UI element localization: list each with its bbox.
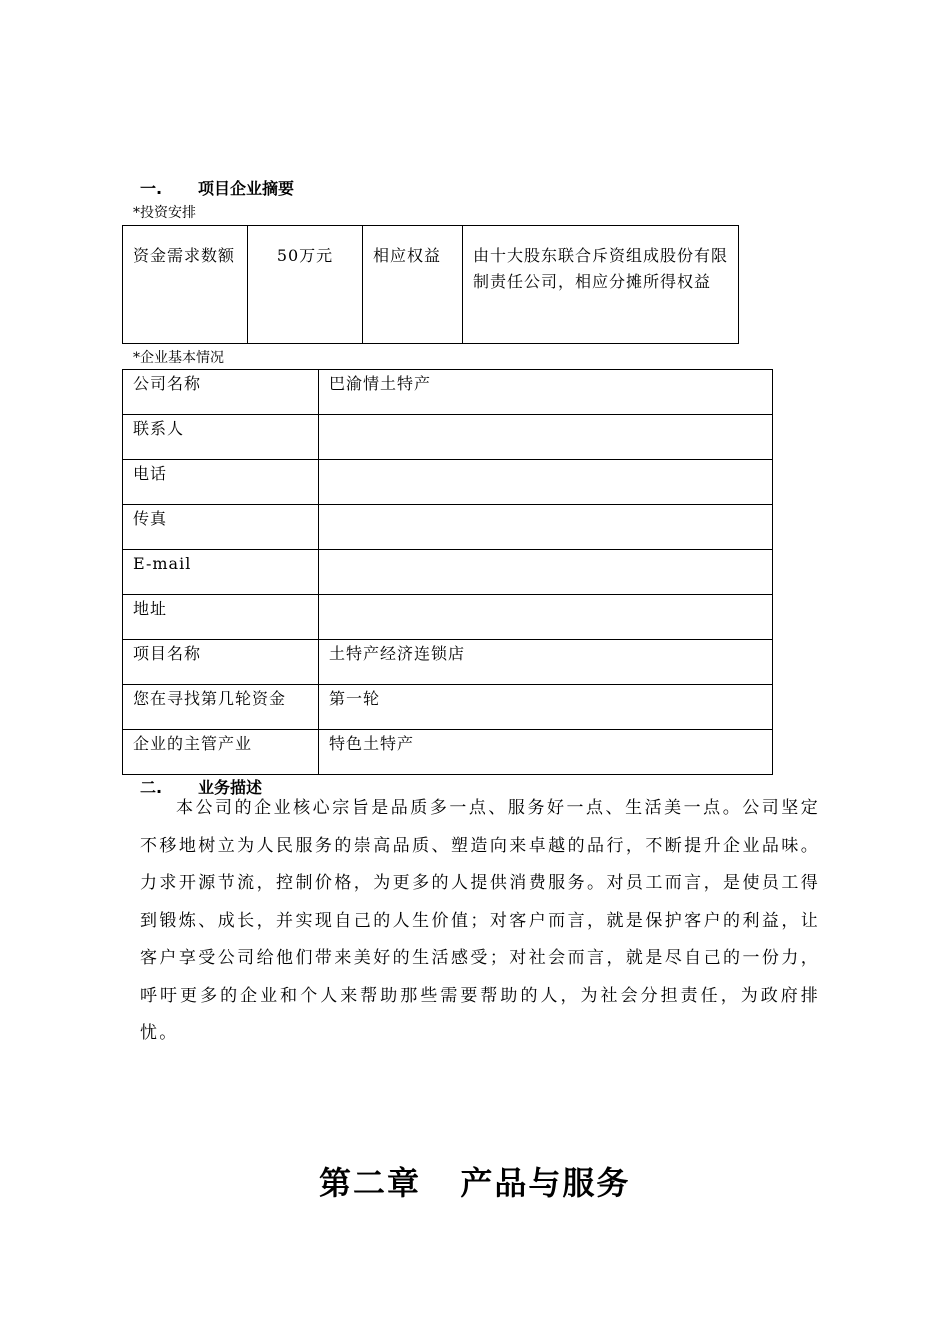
- section-2-number: 二.: [140, 778, 163, 797]
- company-info-row: [123, 370, 773, 415]
- company-info-field-value: 第一轮: [319, 685, 773, 730]
- company-info-field-label: 电话: [123, 460, 319, 505]
- company-info-table: [122, 369, 773, 775]
- company-info-field-label: E-mail: [123, 550, 319, 595]
- company-info-field-value: [319, 505, 773, 550]
- section-2-title: 业务描述: [198, 778, 263, 797]
- section-1-title: 项目企业摘要: [198, 179, 295, 198]
- company-info-field-label: 地址: [123, 595, 319, 640]
- company-info-label: *企业基本情况: [133, 350, 224, 366]
- section-1-heading: [140, 176, 294, 199]
- company-info-field-value: 特色土特产: [319, 730, 773, 775]
- company-info-row: [123, 640, 773, 685]
- rights-label: 相应权益: [363, 226, 463, 344]
- company-info-field-label: 传真: [123, 505, 319, 550]
- company-info-field-label: 项目名称: [123, 640, 319, 685]
- company-info-field-value: 巴渝情土特产: [319, 370, 773, 415]
- company-info-field-label: 您在寻找第几轮资金: [123, 685, 319, 730]
- funding-value: 50万元: [248, 226, 363, 344]
- business-description: [140, 790, 820, 1053]
- investment-table: [122, 225, 739, 344]
- rights-value: 由十大股东联合斥资组成股份有限制责任公司，相应分摊所得权益: [463, 226, 739, 344]
- company-info-row: [123, 685, 773, 730]
- company-info-row: [123, 460, 773, 505]
- chapter-title: 第二章 产品与服务: [319, 1164, 631, 1202]
- company-info-field-value: [319, 550, 773, 595]
- company-info-field-label: 联系人: [123, 415, 319, 460]
- company-info-row: [123, 505, 773, 550]
- company-info-row: [123, 415, 773, 460]
- business-description-text: 本公司的企业核心宗旨是品质多一点、服务好一点、生活美一点。公司坚定不移地树立为人民服务的崇高品质、塑造向来卓越的品行，不断提升企业品味。力求开源节流，控制价格，为更多的人提供消费服务。对员工而言，是使员工得到锻炼、成长，并实现自己的人生价值；对客户而言，就是保护客户的利益，让客户享受公司给他们带来美好的生活感受；对社会而言，就是尽自己的一份力，呼吁更多的企业和个人来帮助那些需要帮助的人，为社会分担责任，为政府排忧。: [140, 798, 820, 1043]
- company-info-row: [123, 550, 773, 595]
- company-info-field-label: 企业的主管产业: [123, 730, 319, 775]
- company-info-field-value: 土特产经济连锁店: [319, 640, 773, 685]
- company-info-row: [123, 595, 773, 640]
- company-info-row: [123, 730, 773, 775]
- funding-label: 资金需求数额: [123, 226, 248, 344]
- investment-label: *投资安排: [133, 205, 196, 221]
- company-info-field-value: [319, 415, 773, 460]
- company-info-field-value: [319, 460, 773, 505]
- company-info-field-value: [319, 595, 773, 640]
- section-1-number: 一.: [140, 179, 163, 198]
- company-info-field-label: 公司名称: [123, 370, 319, 415]
